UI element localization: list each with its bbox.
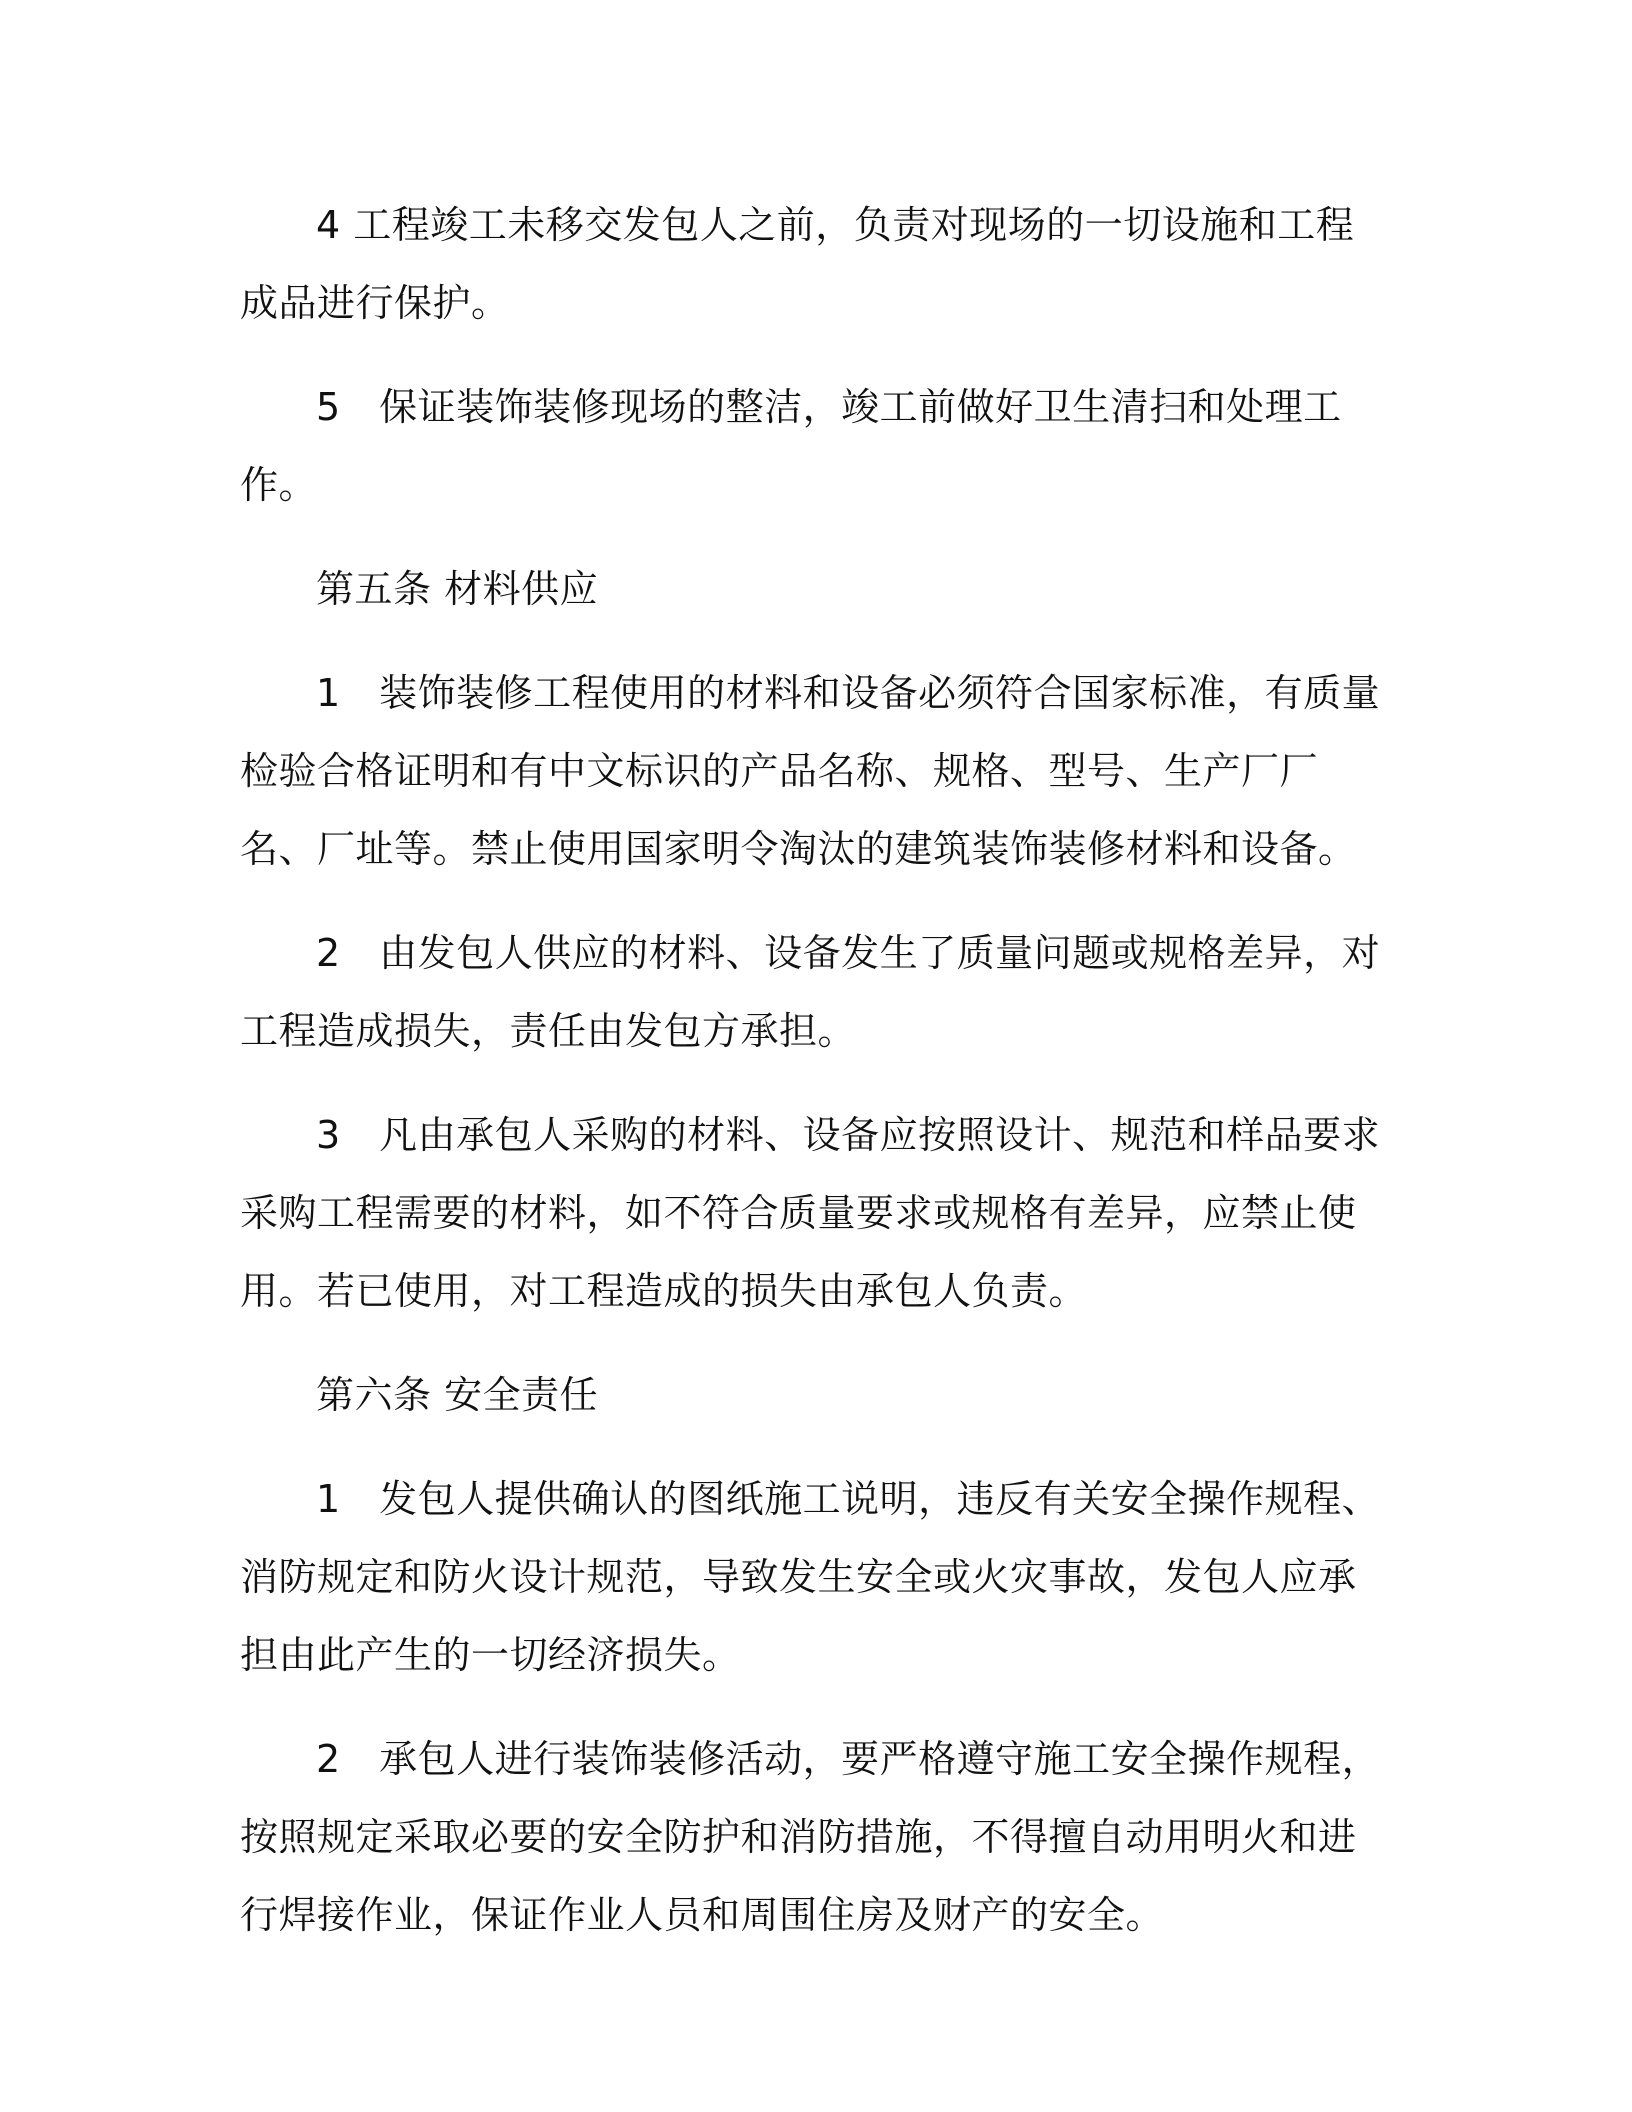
- document-body: [240, 186, 1390, 1954]
- paragraph-material-1: 1 装饰装修工程使用的材料和设备必须符合国家标准，有质量检验合格证明和有中文标识的产品名称、规格、型号、生产厂厂名、厂址等。禁止使用国家明令淘汰的建筑装饰装修材料和设备。: [240, 671, 1381, 871]
- paragraph-clause-4: 4 工程竣工未移交发包人之前，负责对现场的一切设施和工程成品进行保护。: [240, 203, 1355, 325]
- paragraph-safety-2: 2 承包人进行装饰装修活动，要严格遵守施工安全操作规程，按照规定采取必要的安全防护和消防措施，不得擅自动用明火和进行焊接作业，保证作业人员和周围住房及财产的安全。: [240, 1737, 1381, 1937]
- paragraph-material-2: 2 由发包人供应的材料、设备发生了质量问题或规格差异，对工程造成损失，责任由发包方承担。: [240, 931, 1381, 1053]
- section-heading-safety-responsibility: 第六条 安全责任: [316, 1373, 599, 1417]
- paragraph-material-3: 3 凡由承包人采购的材料、设备应按照设计、规范和样品要求采购工程需要的材料，如不符合质量要求或规格有差异，应禁止使用。若已使用，对工程造成的损失由承包人负责。: [240, 1113, 1381, 1313]
- paragraph-clause-5: 5 保证装饰装修现场的整洁，竣工前做好卫生清扫和处理工作。: [240, 385, 1342, 507]
- section-heading-material-supply: 第五条 材料供应: [316, 567, 599, 611]
- paragraph-safety-1: 1 发包人提供确认的图纸施工说明，违反有关安全操作规程、消防规定和防火设计规范，导致发生安全或火灾事故，发包人应承担由此产生的一切经济损失。: [240, 1477, 1381, 1677]
